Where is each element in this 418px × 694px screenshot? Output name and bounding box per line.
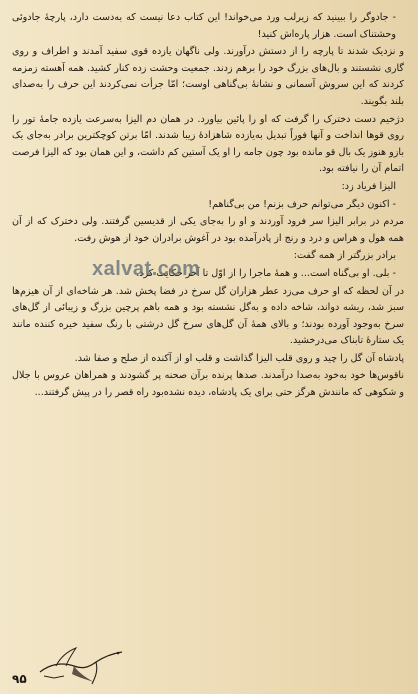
paragraph: در آن لحظه که او حرف می‌زد عطر هزاران گل سرخ در فضا پخش شد. هر شاخه‌ای از آن هیزم‌ها سبز شد، ریشه دواند، شاخه داده و به‌گل نشسته بود و همه باهم پرچین بزرگ و زیبائی از گل‌های سرخ به‌وجود آورده بودند؛ و بالای همهٔ آن گل‌های سرخ گل درشتی با رنگ سفید خیره کننده مانند یک ستارهٔ تابناک می‌درخشید. [12, 285, 404, 347]
paragraph: - جادوگر را ببینید که زیرلب ورد می‌خواند! این کتاب دعا نیست که به‌دست دارد، پارچهٔ جادوئی وحشتناک است. هزار پاره‌اش کنید! [12, 12, 396, 40]
paragraph: دژخیم دست دخترک را گرفت که او را پائین بیاورد. در همان دم الیزا به‌سرعت یازده جامهٔ تور را روی قوها انداخت و آنها فوراً تبدیل به‌یازده شاهزادهٔ زیبا شدند. امّا برتن کوچکترین برادر به‌جای یک بازو هنوز یک بال قو مانده بود چون جامه را او یک آستین کم داشت، و این همان بود که الیزا فرصت اتمام آن را نیافته بود. [12, 113, 404, 175]
paragraph: الیزا فریاد زد: [341, 180, 396, 192]
paragraph: برادر بزرگتر از همه گفت: [293, 250, 396, 262]
page-number: ۹۵ [12, 672, 27, 686]
paragraph: - بلی. او بی‌گناه است... و همهٔ ماجرا را از اوّل تا آخر حکایت کرد. [136, 267, 396, 279]
paragraph: ناقوس‌ها خود به‌خود به‌صدا درآمدند. صدها پرنده برآن صحنه پر گشودند و همراهان عروس با جلال و شکوهی که مانندش هرگز حتی برای یک پادشاه، دیده نشده‌بود راه قصر را در پیش گرفتند... [12, 370, 404, 399]
bird-drawing-icon [36, 642, 126, 688]
paragraph: پادشاه آن گل را چید و روی قلب الیزا گذاشت و قلب او از آکنده از صلح و صفا شد. [74, 352, 404, 364]
paragraph: و نزدیک شدند تا پارچه را از دستش درآورند. ولی ناگهان یازده قوی سفید آمدند و اطراف و روی گاری نشستند و بال‌های بزرگ خود را برهم زدند. جمعیت وحشت زده کنار کشید. همه آهسته زمزمه کردند که این سروش آسمانی و نشانهٔ بی‌گناهی اوست؛ امّا جرأت نمی‌کردند این حرف را به‌صدای بلند بگویند. [12, 46, 404, 107]
paragraph: مردم در برابر الیزا سر فرود آوردند و او را به‌جای یکی از قدیسین گرفتند. ولی دخترک که از آن همه هول و هراس و درد و رنج از پادرآمده بود در آغوش برادران خود از هوش رفت. [12, 216, 404, 244]
watermark: xalvat.com [92, 258, 201, 280]
paragraph: - اکنون دیگر می‌توانم حرف بزنم! من بی‌گناهم! [208, 198, 396, 210]
page-body-text [12, 10, 404, 403]
